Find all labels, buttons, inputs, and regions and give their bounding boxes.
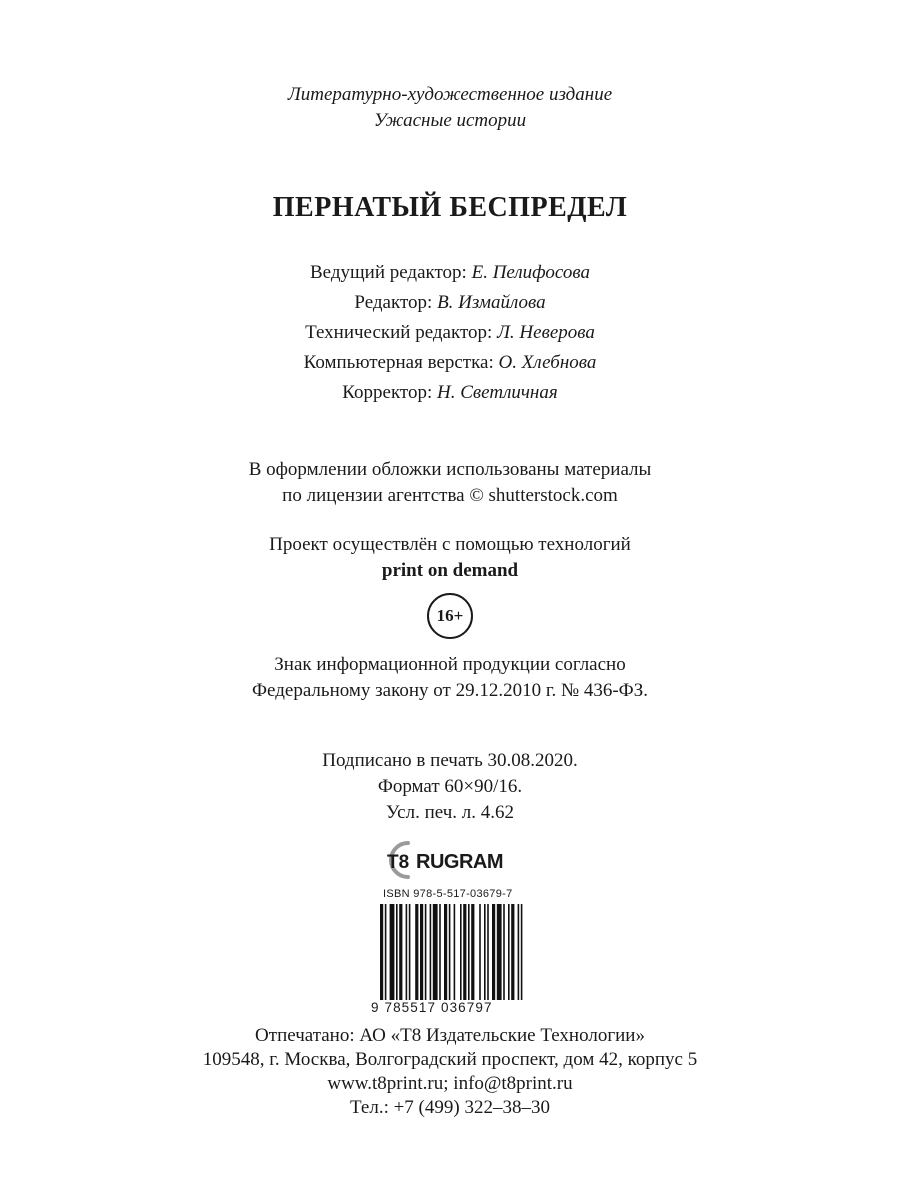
barcode-bar xyxy=(487,904,489,1000)
isbn-digits: 9 785517 036797 xyxy=(371,1000,493,1015)
credit-role: Редактор: xyxy=(354,292,433,313)
barcode-bar xyxy=(399,904,402,1000)
barcode-bar xyxy=(390,904,395,1000)
svg-text:RUGRAM: RUGRAM xyxy=(416,851,503,873)
svg-text:T8: T8 xyxy=(387,852,410,873)
barcode-bar xyxy=(484,904,486,1000)
barcode-bar xyxy=(396,904,398,1000)
barcode-bar xyxy=(508,904,510,1000)
credit-line xyxy=(0,288,900,318)
print-sheets: Усл. печ. л. 4.62 xyxy=(386,802,514,823)
barcode-bar xyxy=(463,904,466,1000)
printer-web: www.t8print.ru; info@t8print.ru xyxy=(327,1073,573,1094)
pod-technology: print on demand xyxy=(381,560,519,581)
barcode-bar xyxy=(385,904,387,1008)
barcode-bar xyxy=(471,904,474,1008)
printer-name: Отпечатано: АО «Т8 Издательские Технологии» xyxy=(255,1025,645,1046)
barcode-bar xyxy=(497,904,502,1000)
barcode-bar xyxy=(444,904,447,1000)
pod-line: Проект осуществлён с помощью технологий xyxy=(269,534,631,555)
barcode-bar xyxy=(492,904,495,1000)
printer-phone: Тел.: +7 (499) 322–38–30 xyxy=(350,1097,550,1118)
barcode-bar xyxy=(425,904,427,1000)
barcode-bar xyxy=(420,904,423,1000)
age-rating-badge: 16+ xyxy=(427,593,473,639)
barcode-bar xyxy=(460,904,462,1000)
barcode-bar xyxy=(518,904,520,1000)
credit-line xyxy=(0,258,900,288)
credit-name: Е. Пелифосова xyxy=(471,262,590,283)
signed-date: Подписано в печать 30.08.2020. xyxy=(322,750,578,771)
barcode-bar xyxy=(521,904,523,1000)
barcode-bar xyxy=(415,904,418,1000)
barcode-bar xyxy=(454,904,456,1000)
law-note xyxy=(0,652,900,704)
credit-name: Н. Светличная xyxy=(437,382,558,403)
barcode-bar xyxy=(511,904,514,1000)
credit-name: Л. Неверова xyxy=(497,322,595,343)
credit-name: О. Хлебнова xyxy=(498,352,597,373)
cover-note-line: В оформлении обложки использованы материалы xyxy=(248,459,652,480)
printer-block xyxy=(0,1024,900,1120)
t8-rugram-logo-icon xyxy=(378,838,528,882)
paper-format: Формат 60×90/16. xyxy=(377,776,523,797)
edition-type: Литературно-художественное издание xyxy=(287,84,613,105)
barcode-bar xyxy=(439,904,441,1000)
credit-role: Корректор: xyxy=(342,382,433,403)
credit-role: Ведущий редактор: xyxy=(310,262,467,283)
barcode-bar xyxy=(406,904,408,1000)
series-name: Ужасные истории xyxy=(373,110,527,131)
credit-line xyxy=(0,318,900,348)
cover-credit-note xyxy=(0,457,900,509)
law-line: Знак информационной продукции согласно xyxy=(274,654,626,675)
credit-role: Технический редактор: xyxy=(305,322,493,343)
credit-name: В. Измайлова xyxy=(437,292,546,313)
isbn-label: ISBN 978-5-517-03679-7 xyxy=(383,888,513,900)
book-title: ПЕРНАТЫЙ БЕСПРЕДЕЛ xyxy=(272,192,628,223)
law-line: Федеральному закону от 29.12.2010 г. № 436-ФЗ. xyxy=(252,680,648,701)
barcode-bar xyxy=(468,904,470,1008)
credit-line xyxy=(0,378,900,408)
barcode-bar xyxy=(380,904,383,1008)
barcode-bar xyxy=(449,904,451,1000)
credit-line xyxy=(0,348,900,378)
barcode-bar xyxy=(503,904,505,1000)
print-on-demand-note xyxy=(0,532,900,584)
barcode-icon xyxy=(380,904,528,1008)
credit-role: Компьютерная верстка: xyxy=(303,352,494,373)
barcode-bar xyxy=(430,904,432,1000)
barcode-bar xyxy=(409,904,411,1000)
barcode-bar xyxy=(433,904,438,1000)
print-info-block xyxy=(0,748,900,826)
printer-address: 109548, г. Москва, Волгоградский проспект, дом 42, корпус 5 xyxy=(202,1049,698,1070)
series-block xyxy=(0,82,900,134)
cover-note-line: по лицензии агентства © shutterstock.com xyxy=(282,485,618,506)
isbn-barcode xyxy=(370,886,530,1018)
barcode-bar xyxy=(479,904,481,1000)
credits-block xyxy=(0,258,900,408)
